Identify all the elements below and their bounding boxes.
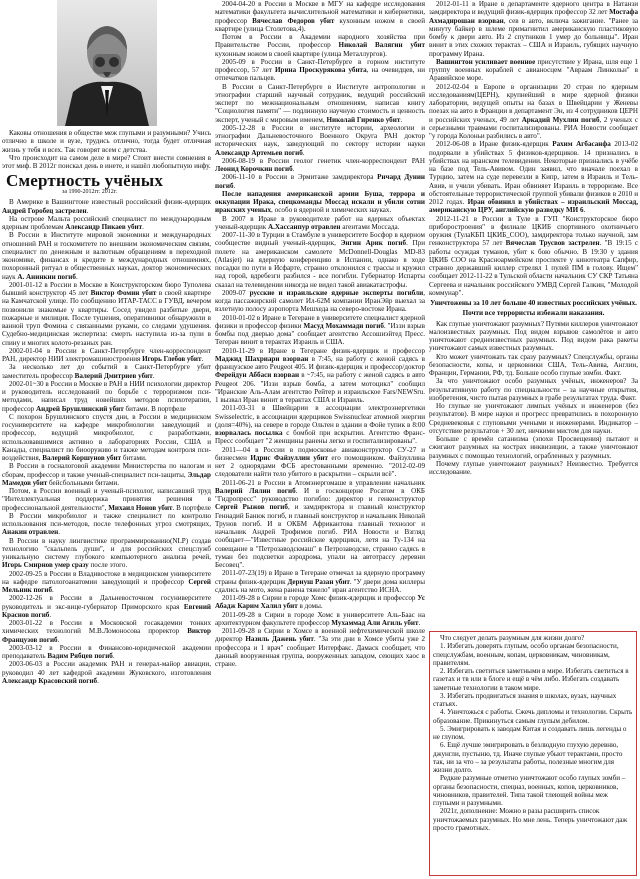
entry-name: Вячеслав Федоров убит	[252, 16, 335, 25]
entry-text: .	[583, 206, 586, 215]
closing-paragraph: За что уничтожают особо разумных учёных, инженеров? За результативную работу по специальности – за научные открытия, изобретения, чисто пытая разумных в грабе результатах труда. Факт.	[429, 377, 638, 402]
entry-name: Леонид Корочкин погиб	[215, 165, 293, 173]
entry-paragraph	[215, 289, 425, 314]
entry-paragraph	[215, 157, 425, 174]
entry-name: взорвалась посылка	[215, 429, 283, 437]
entry-text: . "У двери дома киллеры сдались на мото, жена ранена тяжело" иран агентство ИСНА.	[215, 577, 425, 594]
entry-name: Вадим Рябцев погиб	[47, 652, 113, 660]
entry-paragraph	[429, 58, 638, 83]
entry-text: . "Иззи взрыв бомбы под дверью дома" сообщает агентство Ассошиэйтед Пресс. Тегеран винит в терактах Израиль и США.	[215, 321, 425, 347]
entry-text: 2001-01-12 в России в Москве в Конструкторском бюро Туполева бывший конструктор 45 лет	[2, 280, 211, 297]
entry-text: В России в Санкт-Петербурге в Институте антропологии и этнографии старший научный сотрудник, ведущий российский эксперт по межнациональным отношениям, написав книгу "Социология памяти" — подлинную научную стоимость и ценность эксперт, ученый с мировым именем,	[215, 82, 425, 124]
entry-name: Михаил Нонов убит	[108, 503, 173, 512]
entries-list	[215, 0, 425, 668]
intro-paragraph: Что происходит на самом деле в мире? Стоит внести сомнения в этот миф. В 2012г поискал день в инете, и нашёл любопытную инфу.	[2, 153, 211, 170]
entry-text: В 2007 в Ираке в руководителе работ на ядерных объектах ученый-ядерщик	[215, 214, 425, 231]
advice-closing-paragraph: Редкие разумные отметно уничтожают особо глупых зомби – органы безопасности, спецназ, военных, копов, церковников, чиновников, правителей. Типа такой тлеющей войны меж глупыми и разумными.	[433, 774, 626, 807]
closing-paragraph: Больше с времён сатанизма (эпохи Просвещения) пытают и сжигают разумных на кострах инквизиции, а также уничтожают разумных с помощью технологий, ограбленных у разумных.	[429, 435, 638, 460]
entry-text: 2012-11-21 в России в Туле в ГУП "Конструкторское бюро приборостроения" в филиале ЦКИБ спортивного охотничьего оружия (ТулаКБП ЦКИБ_СОО), замдиректора только научной, зам генконструктора 57 лет	[429, 214, 638, 248]
entry-text: в ~7:45, на работу с женой садясь в авто Peugeot 206. "Иззи взрыв бомба, а затем мотоцикл" сообщил "Иранские Аль-Алам агентство Рейтер и израильское Fars/NEWSru. 1 вызвал Иран винит в терактах США и Израиль.	[215, 371, 425, 404]
entry-text: битами.	[121, 454, 147, 462]
entry-name: Андрей Горобец застрелен	[2, 206, 87, 215]
advice-question: Что следует делать разумным для жизни долго?	[440, 634, 585, 642]
entry-paragraph	[215, 33, 425, 58]
closing-paragraph: Как глупые уничтожают разумных? Путями киллеров уничтожают малоизвестных разумных. Под видом взрывов самолётов и авто уничтожают среднеизвестных разумных. Под видом рака ракеты уничтожают самых известных разумных.	[429, 319, 638, 353]
entry-name: Николай Гиренко убит	[326, 115, 401, 124]
entry-text: в 7:45, на работу с женой садясь в французское авто Peugeot 405. И физик-ядерщик и профессор/доктор	[215, 354, 425, 371]
entry-text: .	[152, 371, 155, 380]
entry-text: 2002-01-04 в России в Санкт-Петербурге член-корреспондент РАН, директор НИИ электромашиностроения	[2, 346, 211, 363]
entry-paragraph	[2, 660, 211, 685]
page-subtitle: за 1990-2012гг. 2012г.	[62, 189, 118, 196]
entries-list	[429, 0, 638, 297]
entry-text: после этого.	[88, 561, 128, 570]
entry-text: 2010-01-02 в Иране в Тегеране в университете специалист ядерной физики и профессор физики	[215, 313, 425, 330]
advice-closing-paragraph: 2021г, дополнение: Можно в разы расширить список уничтожаемых разумных. Но мне лень. Теперь уничтожают даж просто грамотных.	[433, 807, 628, 832]
entry-paragraph	[215, 124, 425, 157]
entry-text: В России в науку лингвистике программированию(NLP) создав технологию "скальпель души", и для российских спецслужб уникальную систему глубокого компьютерного анализа речей,	[2, 536, 211, 561]
entry-text: 2005-09 в России в Санкт-Петербурге в горном институте профессор, 57 лет	[215, 57, 425, 74]
entry-paragraph	[215, 569, 425, 594]
entry-text: с бомбой при вскрытии. Агентство Франс-Пресс сообщает "2 женщины ранены легко и госпитализированы".	[215, 429, 425, 446]
entry-text: С похорон Брушлинского спустя дни, в России в медицинском госуниверситете на кафедре микробиологии заведующий и профессор, ведущий микробиолог, с разработками, использовавшимися активно в лабораториях России, США и Канады, специалист по биооружию и также методам контроля пси-воздействия,	[2, 412, 211, 462]
entry-text: , сев в авто, включа зажигание. "Ранее за минуту байкер в шлеме примагнитил американскую пластиковую бомбу к двери авто. Из 2 спутников 1 умер до больницы". Иран винит в этих схожих терактах – США и Израиль, губящих научную программу Ирана.	[429, 16, 638, 58]
entry-name: Евгений Краснов погиб	[2, 602, 211, 619]
entry-text: 2011-06-21 в России в Атомэнергомаше в управлении начальник	[222, 478, 425, 487]
entry-paragraph	[215, 404, 425, 445]
advice-item: 6. Ещё лучше эмигрировать в безлюдную глухую деревню, джунгли, пустыню, тд. Иначе глупые убьют терактами, просто так, ни за что – за результаты работы, полезные многим для жизни долго.	[433, 741, 623, 774]
entry-name: Маджид Шахриари взорван	[215, 354, 309, 363]
entry-name: Мостафа Ахмадирошан взорван	[429, 8, 638, 25]
entry-text: 2006-11-10 в России в Эрмитаже замдиректора	[222, 173, 378, 182]
entry-text: . "За эти дни в Хомсе убиты уже 2 профессора и 1 врач" сообщает Интерфакс. Дамаск сообщает, что данный вооруженная группа, вооруженных западом, сеющих хаос в стране.	[215, 635, 425, 668]
entry-text: 2003-01-22 в России в Московской госакадемии тонких химических технологий М.В.Ломоносова проректор	[2, 619, 211, 636]
entry-paragraph	[2, 570, 211, 595]
entry-name: Масуд Мохаммади погиб	[303, 321, 384, 330]
entry-text: На острове Мальта российский специалист по международным ядерным проблемам	[2, 214, 211, 231]
entry-paragraph	[215, 58, 425, 83]
entry-text: 2007-11-30 в Турции в Стамбуле в университете Босфор в ядерном сообществе видный ученый-ядерщик,	[215, 231, 425, 248]
entry-name: Идрис Файзуллин убит	[250, 453, 328, 462]
entry-name: Александр Артемьев погиб	[215, 148, 303, 157]
entry-paragraph	[2, 347, 211, 364]
entry-name: русские и израильские ядерные эксперты погибли	[249, 288, 424, 297]
advice-item: 2. Избегать светиться заметными в мире. Избегать светиться в газетах и тв или в блоге и ещё в чём либо. Избегать создавать заметные технологии в таком мире.	[433, 667, 629, 692]
entry-paragraph	[215, 611, 425, 628]
entry-text: 2004-04-20 в России в Москве в МГУ на кафедре исследования математики факультета вычислительной математики и кибернетики, профессор	[215, 0, 425, 25]
entry-text: 2012-06-08 в Иране физик-ядерщик	[436, 140, 553, 149]
entries-list	[2, 198, 211, 685]
entry-paragraph	[215, 231, 425, 289]
entry-text: в своей квартире на Камчатской улице. По сообщению ИТАР-ТАСС в ГУВД, вечером позвонили знакомые у квартиры. Сосед увидел разбитые двери, пожарные и милиция. После тушения, оперативники обнаружили в ванной труп Фомина с связанными руками, со следами удушения. Судебно-медицинская экспертиза: смерть наступила из-за пули в спину и многих колото-резаных ран.	[2, 289, 211, 347]
entry-text: В России в Институте мировой экономики и международных отношений РАН и госкомитете по внешним экономическим связям, специалист по денежным и валютным обращениям в переходной экономике, финансах и кредите в международных отношениях, похоронный ритуал в общественных науках, доктор экономических наук	[2, 231, 211, 281]
entry-name: Игорь Смирнов умер сразу	[2, 561, 89, 570]
entry-text: .	[57, 635, 60, 644]
entry-text: .	[112, 652, 115, 660]
entry-text: 2003-06-03 в России академик РАН и генерал-майор авиации, руководил 40 лет кафедрой академии Жуковского, изготовления	[2, 660, 211, 677]
entry-paragraph	[215, 173, 425, 190]
entry-paragraph	[215, 215, 425, 232]
entry-name: Виктор Французов погиб	[2, 627, 211, 644]
entry-paragraph	[2, 537, 211, 570]
entry-name: Игорь Глебов убит	[142, 355, 202, 363]
closing-paragraphs	[429, 320, 638, 477]
closing-paragraph: Почему глупые уничтожают разумных? Неизвестно. Требуется исследование.	[429, 459, 638, 476]
entry-text: .	[86, 206, 89, 215]
advice-box	[429, 631, 637, 876]
entry-text: . В портфеле	[172, 503, 211, 512]
entry-text: .	[292, 165, 295, 173]
intro-paragraph: Каковы отношения в обществе меж глупыми и разумными? Учись отлично в школе и вузе, трудись отлично, тогда будет отличная жизнь у тебя и всех. Так говорят всем с детства.	[2, 129, 211, 154]
entry-text: 2002-01~30 в России в Москве в РАН в НИИ психологии директор и руководитель исследований по борьбе с терроризмом пси-методами, написал труд новейших методов психотерапии, профессор	[2, 379, 211, 413]
entry-text: .	[418, 618, 421, 627]
entry-name: Валерий Коршунов убит	[42, 454, 122, 462]
entry-text: .	[58, 528, 61, 537]
entry-text: .	[97, 676, 99, 685]
entry-name: Анакин отравлен	[2, 528, 59, 537]
entry-name: Вячеслав Трусвов застрелен	[505, 239, 600, 248]
entry-paragraph	[215, 83, 425, 124]
entry-name: Ферейдун Аббаси взорван	[215, 371, 300, 380]
entry-name: Сергей Мельник погиб	[2, 577, 211, 594]
entry-paragraph	[215, 627, 425, 668]
entry-name: Назиль Дажень убит	[245, 635, 314, 644]
entry-text: кухонным ножом в своей квартире (улица Металлургов).	[215, 49, 387, 58]
entry-text: В России микробиолог и также специалист по контролю использования пси-методов, после телефонных угроз смотрящих,	[2, 511, 211, 528]
entry-paragraph	[2, 487, 211, 512]
entry-name: Ирина Проскурякова убита	[274, 66, 367, 74]
entry-name: Александр Пикаев убит	[65, 223, 143, 231]
entry-text: .	[400, 115, 403, 124]
entry-name: А. Анинкин погиб	[17, 272, 76, 281]
entry-paragraph	[2, 594, 211, 619]
entry-name: Вашингтон усиливает военное	[436, 57, 536, 66]
entry-name: Валерий Дмитриев убит	[74, 371, 153, 380]
entry-name: Сергей Рыжов погиб	[215, 503, 288, 512]
entry-text: 2012-02-04 в Европе в организации 20 стран по ядерным исследованиям(ЦЕРН), крупнейший в мире ядерной физики лаборатории, ведущей опыты на базах в Швейцарии у Женевы поезах на авто в Франции в департамент Эн, из 4 сотрудников ЦЕРН и российских ученых, 49 лет	[429, 82, 638, 124]
entry-paragraph	[215, 446, 425, 479]
entry-text: , 2 ученых с серьезными травмами госпитализированы. РИА Новости сообщает "у города Колоньи разбились в авто".	[429, 115, 638, 140]
section-heading: Уничтожены за 10 лет больше 40 известных российских учёных.	[430, 299, 637, 307]
entry-text: , на очевидцев, ни отпечатков пальцев.	[215, 66, 425, 83]
entry-text: 2011-09-28 в Сирии в Хомсе в военной нефтехимической школе директор	[215, 627, 425, 644]
entry-paragraph	[2, 215, 211, 232]
entry-paragraph	[215, 347, 425, 405]
entry-text: его помощником. Файзуллина нет 2 однорядами ФСБ арестованными временно. "2012-02-09 следователи найти тело убитого в раскрытии – скрыли всё".	[215, 453, 425, 479]
entry-name: Валерий Лялин погиб	[215, 486, 296, 495]
entry-text: 2006-08-19 в России геолог генетик член-корреспондент РАН	[222, 156, 425, 165]
advice-item: 1. Избегать доверять глупым, особо органам безопасности, спецслужбам, военным, копам, церковникам, чиновникам, правителям.	[433, 642, 619, 667]
entry-text: 2013-02 подорвали в убийствах 5 физиков-ядерщиков. 14 признались в убийствах на иранском телевидении. Некоторые признались в учёбе на базе под Тель-Авивом. Один заявил, что вначале поехал в Турцию, затем на суде перевезли в Кипр, затем в Израиль и Тель-Авив, и учили убивать. Иран обвиняет Израиль в терроризме. Все обстоятельные террористической группой убивали физиков в 2010 и 2012 годах.	[429, 140, 638, 206]
entry-name: Николай Валягин убит	[338, 41, 425, 50]
entry-text: 2002-12-26 в России в Дальневосточном госуниверситете руководитель и экс-вице-губернатор Приморского края	[2, 594, 211, 611]
entry-text: .	[302, 148, 305, 157]
entry-text: 2011-03-31 в Швейцарии в ассоциации электроэнергетики Swisselectric, в ассоциации ядерщиков Swissnuclear атомной энергии (доля=40%), на севере в городе Ольтен в здании в Фойе тупик в 8:00	[215, 404, 425, 429]
entry-text: . "В 19:15 с работы осуждая туманов, убит к бою обычно. В 19:30 у здания ЦКИБ СОО на Красноармейском проспекте у кинотеатра Сапфир, странно державший киллер стрелял 1 пулей ПМ в голову. Ищем" сообщает 2012-11-22 в Тульской области начальник СУ СКР Татьяна Сергеева и начальник российского УМВД Сергей Галкин, "Молодой коммунар".	[429, 239, 638, 297]
section-heading: Почти все террористы избежали наказания.	[462, 309, 605, 318]
entry-text: В Америке в Вашингтоне известный российский физик-ядерщик	[9, 198, 211, 207]
entry-name: Аркадий Мухлин погиб	[521, 115, 600, 124]
column-1	[2, 0, 211, 879]
entry-text: 2011—04 в России в подмосковье авиаконструктор СУ-27 и бизнесмен	[215, 445, 425, 462]
advice-closing	[433, 774, 633, 832]
entry-text: . И в госконцерне Росатом в ОКБ "Гидропресс" руководство погибло: директор и генконструктор	[215, 486, 425, 503]
advice-list	[433, 642, 633, 774]
entry-text: 2012-01-11 в Иране в департаменте ядерного центра в Натанзи замдиректора и ведущий физик-ядерщик профессор 32 лет	[429, 0, 638, 17]
entry-paragraph	[2, 281, 211, 347]
entry-text: Потом, в России военный и ученый-психолог, написавший труд "Интеллектуальная поддержка принятия решения в профессиональной деятельности",	[2, 487, 211, 512]
entry-paragraph	[2, 462, 211, 487]
entry-name: Ричард Дунин погиб	[215, 173, 425, 190]
entry-text: битами. В портфеле	[123, 404, 186, 413]
entry-text: 2010-11-29 в Иране в Тегеране физик-ядерщик и профессор	[222, 346, 425, 355]
entry-paragraph	[429, 83, 638, 141]
entry-text: 2011-09-28 в Сирии в городе Хомс физик-ядерщик и профессор	[222, 594, 418, 602]
entry-paragraph	[2, 413, 211, 463]
entry-text: .	[201, 355, 204, 363]
advice-item: 5. Эмигрировать к заводам Китая и создавать лишь легенды о не глупом.	[433, 724, 627, 741]
entry-name: После нападения американской армии Буша, террора и оккупации Ирака, спецкоманды Моссад искали и убили сотни иракских ученых	[215, 189, 425, 215]
entry-name: Александр Красовский погиб	[2, 676, 98, 685]
entry-paragraph	[2, 644, 211, 661]
entry-text: кухонным ножом в своей квартире (улица Столетова,4).	[215, 16, 425, 33]
entry-text: 2011-07-23(19) в Иране в Тегеране отмечал за ядерную программу страны физик-ядерщик	[215, 569, 425, 586]
entry-text: 2005-12-28 в России в институте истории, археологии и этнографии Дальневосточного Военного Округа РАН доктор исторических наук, заведующий по сектору истории науки	[215, 123, 425, 149]
entry-paragraph	[429, 215, 638, 298]
closing-paragraph: Кто может уничтожать так сразу разумных? Спецслужбы, органы безопасности, копы, и церковники США, Тель-Авива, Англии, Франции, Германии, РФ, тд. Больше особо глупые зомби. Факт.	[429, 352, 638, 377]
entry-text: 2003-03-12 в России в Финансово-юридической академии преподаватель	[2, 643, 211, 660]
entry-paragraph	[2, 363, 211, 380]
entry-text: 2009-07	[222, 288, 250, 297]
advice-item: 3. Избегать продвигаться знания в школах, вузах, научных статьях.	[433, 691, 617, 708]
entry-text: В России в госналоговой академии Министерства по налогам и сборам, профессор и также ученый-специалист пси-защиты,	[2, 462, 211, 479]
entry-text: Потом в России в Академии народного хозяйства при Правительстве России, профессор	[215, 33, 425, 50]
entry-paragraph	[429, 0, 638, 58]
entry-text: . При полете на американском самолете McDonnell-Douglas MD-83 (Atlasjet) на ядерную конференцию в Испании, однако в ходе посадки по пути в Исфарте, странно отклонился с трассы и кружил над горой, вдребезги разбился - все погибли. Губернатор Испарты сказал на телевидении никогда не видел такой авиакатастрофы.	[215, 239, 425, 289]
entry-text: .	[52, 586, 54, 594]
column-2	[215, 0, 425, 879]
entry-paragraph	[2, 380, 211, 413]
entry-name: Энгин Арик погиб	[340, 239, 407, 248]
entry-text: .	[49, 610, 52, 619]
entry-name: Иран обвинил в убийствах – израильский Моссад, американскую ЦРУ, английскую разведку МИ 6	[429, 198, 638, 215]
entry-paragraph	[215, 479, 425, 570]
entry-paragraph	[2, 198, 211, 215]
entry-paragraph	[215, 0, 425, 33]
entry-paragraph	[215, 314, 425, 347]
entry-name: Эльдар Мамедов убит	[2, 470, 211, 487]
advice-item: 4. Уничтожься с работы. Сжечь дипломы и технологии. Скрыть образование. Прикинуться самым глупым дебилом.	[433, 708, 633, 725]
entry-text: 2011-09-28 в Сирии в городе Хомс в университете Аль-Баас на архитектурном факультете профессор	[215, 610, 425, 627]
entry-paragraph	[2, 619, 211, 644]
entry-name: А.Хассанпур отравлен	[268, 222, 341, 231]
closing-paragraph: Но глупые не уничтожают лимпых учёных и инженеров (без результатов). В мире науки и прогресс превратились в похоронную Средневековья с глуповыми учеными и инженерами. Индикатор – отсутствие результатов + 30 лет, ничкими мистом для науки.	[429, 402, 638, 435]
entry-paragraph	[2, 512, 211, 537]
entry-text: .	[75, 272, 78, 281]
entry-text: 2002-09-25 в России в Владивостоке в медицинском университете на кафедре патологоанатомии заведующий и профессор	[2, 569, 211, 586]
entry-text: За несколько лет до событий в Санкт-Петербурге убит заместитель профессор	[2, 363, 211, 380]
page-title: Смертность учёных	[6, 171, 164, 191]
entry-text: , особо в ядерной и химических науках.	[271, 206, 392, 215]
entry-text: в домы.	[297, 602, 323, 611]
entry-name: Дериуш Разан убит	[287, 577, 350, 586]
entry-text: , и замдиректора и главный конструктор Геннадий Банюк погиб, и главный конструктор и начальник Николай Трунов погиб. И в ОКБМ Африкантова главный технолог и начальник Андрей Трофимов погиб. РИА Новости и Взгляд сообщает—"Известные российские ядерщики, летя на Ту-134 на совещание в "Петрозаводскмаш" в Петрозаводске, странно садясь в туман без подсветки аэродрома, упали на автотрассу деревни Бесовец".	[215, 503, 425, 569]
entry-paragraph	[2, 231, 211, 281]
entry-name: Ус Абадж Карим Халил убит	[215, 594, 425, 611]
entry-text: .	[142, 223, 144, 231]
entry-text: , когда пассажирский самолет Ил-62М компании ИранЭйр выехал за взлетную полосу аэропорта Мешхеда на северо-востоке Ирана.	[215, 288, 425, 314]
entry-name: Мухаммад Али Агиль убит	[331, 618, 419, 627]
entry-text: присутствие у Ирана, шля еще 1 группу военных кораблей с авианосцем "Авраам Линкольн" в Аравийское море.	[429, 57, 638, 83]
entry-paragraph	[429, 140, 638, 214]
column-3	[429, 0, 638, 628]
entry-name: Андрей Брушлинский убит	[35, 404, 124, 413]
entry-paragraph	[215, 594, 425, 611]
entry-text: бейсбольными битами.	[47, 478, 119, 487]
entry-text: агентами Моссада.	[340, 222, 400, 231]
entry-text: .	[233, 181, 236, 190]
entry-name: Виктор Фомин убит	[90, 289, 157, 297]
masked-man-photo	[57, 0, 157, 126]
entry-paragraph	[215, 190, 425, 215]
entry-name: Рахим Агбасанфа	[552, 140, 615, 149]
